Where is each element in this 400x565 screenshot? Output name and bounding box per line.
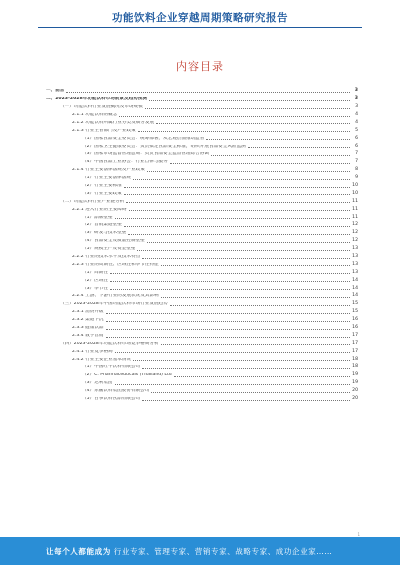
toc-entry[interactable] — [46, 181, 358, 189]
toc-entry[interactable] — [46, 236, 358, 244]
toc-entry-label: 2.3.1 消费升级 — [72, 310, 104, 315]
toc-entry-page: 20 — [352, 388, 358, 394]
toc-entry[interactable] — [46, 331, 358, 339]
toc-entry[interactable] — [46, 252, 358, 260]
toc-entry[interactable] — [46, 362, 358, 370]
toc-entry[interactable] — [46, 94, 358, 102]
toc-entry[interactable] — [46, 173, 358, 181]
toc-entry-label: （4）中国食品工业协会：行业自律与服务 — [82, 160, 168, 165]
toc-entry-page: 5 — [355, 127, 358, 133]
toc-entry-page: 10 — [352, 182, 358, 188]
toc-entry[interactable] — [46, 378, 358, 386]
toc-dot-leader — [124, 191, 350, 195]
toc-entry-page: 14 — [352, 277, 358, 283]
toc-entry-page: 7 — [355, 151, 358, 157]
toc-dot-leader — [119, 113, 350, 117]
toc-entry-label: （2）行业主要标准 — [82, 183, 122, 188]
toc-entry[interactable] — [46, 149, 358, 157]
toc-dot-leader — [124, 184, 350, 188]
toc-entry-page: 12 — [352, 230, 358, 236]
toc-dot-leader — [133, 176, 350, 180]
toc-dot-leader — [106, 310, 350, 314]
page-footer — [0, 537, 400, 565]
toc-entry-label: （2）营销渠道壁垒 — [82, 223, 122, 228]
page-header — [0, 0, 400, 34]
toc-entry-page: 3 — [354, 88, 358, 94]
toc-dot-leader — [110, 278, 350, 282]
toc-entry-label: （4）东鹏饮料集团股份有限公司 — [82, 389, 150, 394]
toc-entry-page: 15 — [352, 301, 358, 307]
toc-entry[interactable] — [46, 307, 358, 315]
toc-entry-label: （5）规模生产及资金壁垒 — [82, 247, 136, 252]
toc-dot-leader — [133, 357, 350, 361]
toc-dot-leader — [156, 120, 350, 124]
toc-dot-leader — [142, 255, 350, 259]
toc-entry[interactable] — [46, 110, 358, 118]
toc-entry-page: 19 — [352, 380, 358, 386]
toc-entry-label: 2.2.2 行业的技术水平及技术特点 — [72, 255, 141, 259]
toc-entry-label: （1）周期性 — [82, 270, 108, 275]
toc-entry-page: 4 — [355, 111, 358, 117]
toc-dot-leader — [147, 168, 350, 172]
toc-entry[interactable] — [46, 102, 358, 110]
toc-entry[interactable] — [46, 386, 358, 394]
toc-entry-label: （3）国家市场监督管理总局：负责食品安全监督管理综合协调 — [82, 152, 209, 157]
toc-entry-label: （5）百事饮料食品有限公司 — [82, 397, 141, 402]
toc-entry-label: 2.2.4 上游、下游行业的发展状况及其影响 — [72, 294, 159, 299]
toc-entry-label: 2.4.2 行业主要企业基本情况 — [72, 357, 132, 362]
toc-entry[interactable] — [46, 228, 358, 236]
toc-entry[interactable] — [46, 118, 358, 126]
toc-heading: 内容目录 — [176, 60, 224, 73]
toc-entry-label: 一、前言 — [46, 89, 65, 94]
toc-dot-leader — [66, 89, 350, 93]
toc-entry-label: （1）中国红牛饮料有限公司 — [82, 365, 141, 370]
toc-entry-page: 6 — [355, 143, 358, 149]
toc-entry[interactable] — [46, 212, 358, 220]
toc-entry[interactable] — [46, 196, 358, 204]
toc-entry-label: 2.1.1 功能饮料的概念 — [72, 112, 118, 117]
toc-dot-leader — [211, 152, 350, 156]
toc-entry-page: 11 — [352, 206, 358, 212]
toc-entry-page: 16 — [352, 317, 358, 323]
footer-slogan-lead: 让每个人都能成为 — [46, 547, 111, 556]
toc-entry-label: （3）季节性 — [82, 286, 108, 291]
footer-slogan-tail: 行业专家、管理专家、营销专家、战略专家、成功企业家…… — [113, 547, 333, 556]
toc-dot-leader — [145, 105, 350, 109]
toc-dot-leader — [149, 97, 350, 101]
toc-entry-label: 2.1.2 功能饮料所属行业分类及细分发展 — [72, 120, 155, 125]
toc-entry-page: 12 — [352, 222, 358, 228]
toc-dot-leader — [147, 239, 350, 243]
toc-dot-leader — [115, 349, 350, 353]
toc-entry[interactable] — [46, 204, 358, 212]
footer-slogan — [46, 546, 333, 557]
toc-entry-label: （1）品牌壁垒 — [82, 215, 113, 220]
toc-dot-leader — [248, 144, 350, 148]
toc-entry[interactable] — [46, 354, 358, 362]
table-of-contents — [46, 86, 358, 402]
toc-dot-leader — [161, 262, 350, 266]
toc-dot-leader — [206, 136, 350, 140]
toc-entry-page: 20 — [352, 396, 358, 402]
toc-dot-leader — [106, 334, 350, 338]
toc-entry-page: 16 — [352, 325, 358, 331]
toc-dot-leader — [142, 397, 350, 401]
toc-dot-leader — [170, 302, 350, 306]
toc-entry-page: 17 — [352, 348, 358, 354]
toc-entry-label: （一）功能饮料行业发展概况及市场规模 — [60, 105, 143, 110]
toc-entry[interactable] — [46, 315, 358, 323]
toc-dot-leader — [110, 270, 350, 274]
toc-entry-label: （二）功能饮料行业产业链分析 — [60, 199, 125, 204]
toc-entry-label: （四）2023-2028年功能饮料市场竞争格局分析 — [60, 341, 159, 346]
toc-entry[interactable] — [46, 189, 358, 197]
toc-entry-page: 12 — [352, 238, 358, 244]
toc-dot-leader — [126, 199, 350, 203]
toc-dot-leader — [129, 207, 351, 211]
toc-entry-label: 2.1.4 行业主要法律法规及产业政策 — [72, 168, 145, 173]
toc-entry[interactable] — [46, 370, 358, 378]
toc-dot-leader — [115, 215, 351, 219]
toc-dot-leader — [174, 373, 350, 377]
toc-entry[interactable] — [46, 165, 358, 173]
toc-entry-page: 11 — [352, 198, 358, 204]
toc-entry-page: 10 — [352, 190, 358, 196]
toc-dot-leader — [124, 223, 350, 227]
toc-entry-label: （4）食品安全及质量控制壁垒 — [82, 239, 145, 244]
toc-entry-page: 6 — [355, 135, 358, 141]
toc-dot-leader — [161, 341, 350, 345]
toc-entry-page: 13 — [352, 246, 358, 252]
toc-entry-page: 7 — [355, 159, 358, 165]
toc-entry-label: （3）达利集团 — [82, 381, 113, 386]
toc-entry[interactable] — [46, 260, 358, 268]
toc-entry-label: （三）2023-2028年中国功能饮料市场行业发展趋势 — [60, 302, 168, 307]
toc-entry-label: 2.2.1 进入行业的主要障碍 — [72, 207, 127, 212]
toc-entry-page: 13 — [352, 261, 358, 267]
toc-entry-page: 13 — [352, 269, 358, 275]
toc-entry[interactable] — [46, 275, 358, 283]
toc-entry-label: （3）行业主要政策 — [82, 191, 122, 196]
toc-entry-page: 9 — [355, 175, 358, 181]
toc-dot-leader — [128, 231, 350, 235]
toc-entry-label: 二、2023-2028年功能饮料市场前景及趋势预测 — [46, 97, 147, 102]
toc-entry-page: 11 — [352, 214, 358, 220]
toc-entry-page: 14 — [352, 285, 358, 291]
toc-entry-page: 17 — [352, 332, 358, 338]
toc-dot-leader — [161, 294, 350, 298]
toc-dot-leader — [106, 326, 350, 330]
toc-entry[interactable] — [46, 291, 358, 299]
toc-entry-label: （2）国家卫生健康委员会：负责拟定食品安全标准，组织开展食品安全风险监测 — [82, 144, 246, 149]
toc-entry-label: 2.4.1 行业竞争格局 — [72, 349, 113, 354]
toc-dot-leader — [151, 389, 350, 393]
toc-entry[interactable] — [46, 86, 358, 94]
toc-entry-page: 18 — [352, 364, 358, 370]
toc-entry[interactable] — [46, 141, 358, 149]
toc-entry-label: 2.2.3 行业的周期性、区域性和季节性特征 — [72, 262, 159, 267]
toc-entry[interactable] — [46, 125, 358, 133]
toc-dot-leader — [138, 128, 350, 132]
toc-entry-page: 14 — [352, 293, 358, 299]
toc-entry-page: 8 — [355, 167, 358, 173]
header-divider — [38, 27, 362, 28]
toc-entry[interactable] — [46, 133, 358, 141]
toc-entry-page: 19 — [352, 372, 358, 378]
toc-entry-label: （2）区域性 — [82, 278, 108, 283]
toc-entry[interactable] — [46, 346, 358, 354]
toc-dot-leader — [110, 286, 350, 290]
toc-entry[interactable] — [46, 394, 358, 402]
report-title: 功能饮料企业穿越周期策略研究报告 — [112, 12, 288, 24]
toc-dot-leader — [115, 381, 351, 385]
toc-entry-label: （2）C. Pharmaceuticals (Thailand) Ltd — [82, 373, 172, 378]
page-number: 1 — [357, 532, 360, 537]
toc-entry[interactable] — [46, 299, 358, 307]
toc-entry-page: 17 — [352, 340, 358, 346]
toc-entry[interactable] — [46, 283, 358, 291]
toc-entry-page: 18 — [352, 356, 358, 362]
toc-entry-label: （1）国家食品安全委员会：统筹部署，从宏观层面推动监管 — [82, 136, 205, 141]
toc-entry[interactable] — [46, 157, 358, 165]
toc-entry-page: 3 — [355, 104, 358, 110]
toc-entry-label: 2.3.4 数字营销 — [72, 333, 104, 338]
toc-dot-leader — [170, 160, 350, 164]
toc-dot-leader — [106, 318, 350, 322]
toc-entry[interactable] — [46, 267, 358, 275]
toc-dot-leader — [137, 247, 350, 251]
toc-entry[interactable] — [46, 244, 358, 252]
toc-entry-label: 2.3.2 渠道下沉 — [72, 318, 104, 323]
toc-dot-leader — [142, 365, 350, 369]
toc-entry[interactable] — [46, 339, 358, 347]
toc-entry-page: 15 — [352, 309, 358, 315]
toc-entry[interactable] — [46, 323, 358, 331]
toc-entry-label: （1）行业主要法律法规 — [82, 176, 131, 181]
toc-entry-label: 2.1.3 行业主管部门及产业政策 — [72, 128, 136, 133]
toc-entry-page: 4 — [355, 119, 358, 125]
toc-entry-label: 2.3.3 健康饮品 — [72, 326, 104, 331]
toc-entry-label: （3）研发与技术壁垒 — [82, 231, 127, 236]
toc-entry-page: 13 — [352, 254, 358, 259]
toc-entry[interactable] — [46, 220, 358, 228]
toc-entry-page: 3 — [354, 96, 358, 102]
